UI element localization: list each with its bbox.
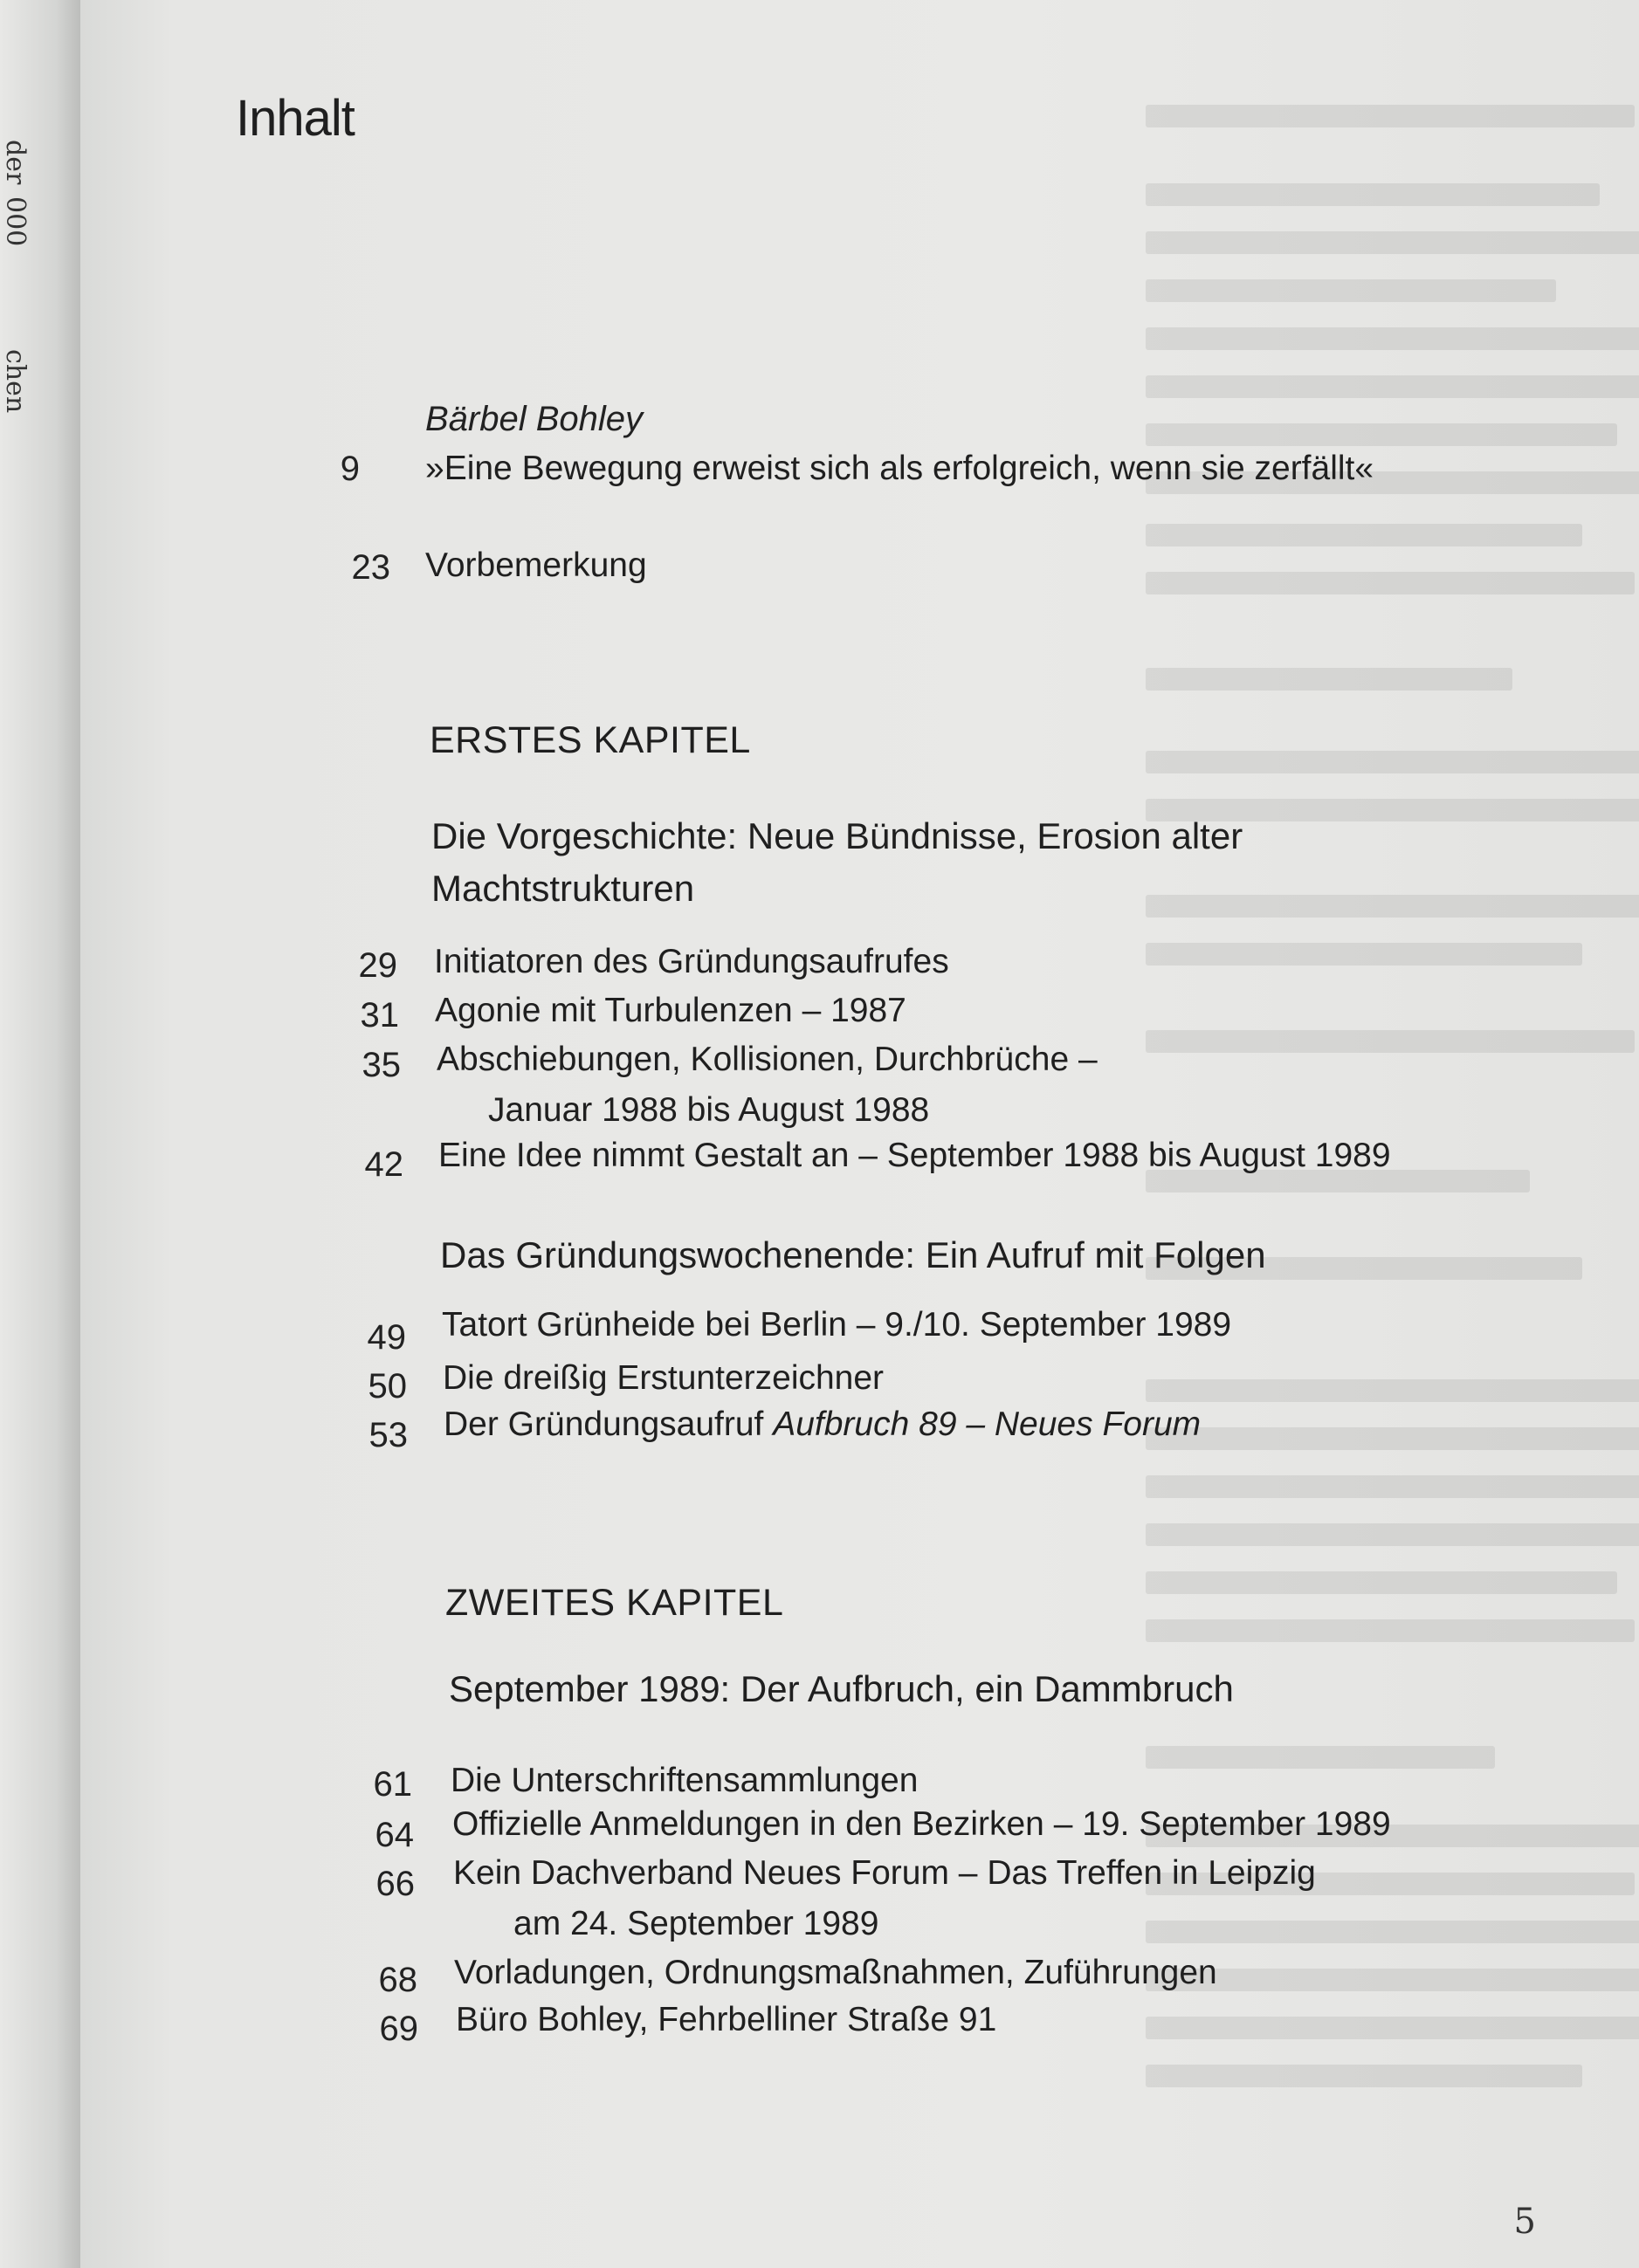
facing-page-fragment: chen xyxy=(0,349,31,414)
toc-entry: Vorladungen, Ordnungsmaßnahmen, Zuführungen xyxy=(454,1954,1217,1991)
chapter-heading: ERSTES KAPITEL xyxy=(430,719,751,761)
intro-author: Bärbel Bohley xyxy=(425,400,644,438)
toc-entry-continuation: Januar 1988 bis August 1988 xyxy=(488,1091,930,1129)
toc-entry: Tatort Grünheide bei Berlin – 9./10. September 1989 xyxy=(442,1306,1232,1344)
toc-entry: Agonie mit Turbulenzen – 1987 xyxy=(435,992,906,1029)
book-page xyxy=(80,0,1639,2268)
toc-entry: Büro Bohley, Fehrbelliner Straße 91 xyxy=(456,2001,997,2038)
toc-entry: Vorbemerkung xyxy=(425,546,647,584)
section-title: Die Vorgeschichte: Neue Bündnisse, Erosion alter Machtstrukturen xyxy=(431,815,1243,909)
toc-page-number: 29 xyxy=(358,946,397,985)
toc-page-number: 66 xyxy=(375,1865,415,1903)
page-number: 5 xyxy=(1513,2202,1536,2242)
toc-page-number: 9 xyxy=(340,450,360,488)
facing-page-fragment: der xyxy=(0,140,31,185)
toc-page-number: 31 xyxy=(360,996,399,1034)
toc-entry: »Eine Bewegung erweist sich als erfolgreich, wenn sie zerfällt« xyxy=(425,450,1374,487)
toc-entry-italic: Aufbruch 89 – Neues Forum xyxy=(773,1405,1202,1443)
toc-page-number: 35 xyxy=(362,1046,401,1084)
facing-page-fragment: 000 xyxy=(0,196,31,247)
toc-entry: Initiatoren des Gründungsaufrufes xyxy=(434,943,949,980)
facing-page-edge xyxy=(0,0,80,2268)
toc-page-number: 69 xyxy=(379,2010,418,2048)
toc-page-number: 53 xyxy=(368,1416,408,1454)
toc-page-number: 68 xyxy=(378,1961,417,1999)
toc-entry-text: Der Gründungsaufruf xyxy=(444,1405,774,1443)
toc-page-number: 23 xyxy=(351,548,390,587)
toc-page-number: 64 xyxy=(375,1816,414,1854)
chapter-heading: ZWEITES KAPITEL xyxy=(445,1582,784,1624)
section-title: September 1989: Der Aufbruch, ein Dammbruch xyxy=(449,1668,1234,1709)
toc-entry: Die Unterschriftensammlungen xyxy=(451,1762,919,1799)
toc-entry xyxy=(444,1405,1201,1444)
toc-page-number: 42 xyxy=(364,1145,403,1184)
toc-entry: Die dreißig Erstunterzeichner xyxy=(443,1359,885,1397)
toc-page-number: 50 xyxy=(368,1367,407,1405)
toc-entry: Eine Idee nimmt Gestalt an – September 1988 bis August 1989 xyxy=(438,1137,1391,1174)
toc-page-number: 61 xyxy=(373,1765,412,1804)
toc-entry-continuation: am 24. September 1989 xyxy=(513,1905,879,1942)
toc-entry: Kein Dachverband Neues Forum – Das Treffen in Leipzig xyxy=(453,1854,1316,1892)
toc-entry: Offizielle Anmeldungen in den Bezirken – 19. September 1989 xyxy=(452,1805,1391,1843)
toc-entry: Abschiebungen, Kollisionen, Durchbrüche – xyxy=(437,1041,1098,1078)
page-title: Inhalt xyxy=(236,90,355,147)
toc-page-number: 49 xyxy=(367,1318,406,1357)
section-title: Das Gründungswochenende: Ein Aufruf mit Folgen xyxy=(440,1234,1266,1275)
